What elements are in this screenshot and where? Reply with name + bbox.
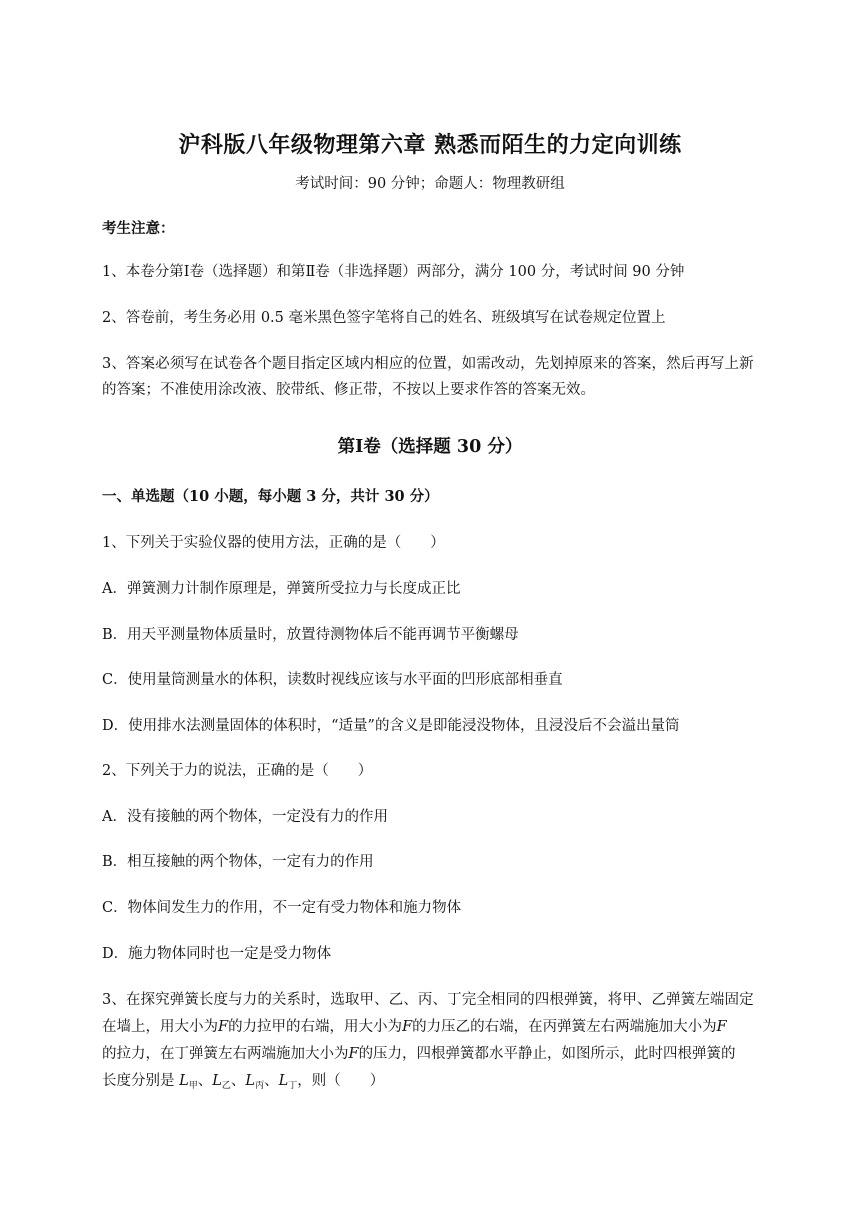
section-title: 第Ⅰ卷（选择题 30 分） (337, 437, 523, 457)
question-3-line-4: 长度分别是 $L_甲$、$L_乙$、$L_丙$、$L_丁$，则（ ） (102, 1073, 385, 1091)
page-title: 沪科版八年级物理第六章 熟悉而陌生的力定向训练 (178, 132, 682, 158)
question-1-stem: 1、下列关于实验仪器的使用方法，正确的是（ ） (102, 535, 445, 551)
part-heading: 一、单选题（10 小题，每小题 3 分，共计 30 分） (102, 488, 439, 505)
notice-item-2: 2、答卷前，考生务必用 0.5 毫米黑色签字笔将自己的姓名、班级填写在试卷规定位置上 (102, 310, 666, 326)
question-3-line-1: 3、在探究弹簧长度与力的关系时，选取甲、乙、丙、丁完全相同的四根弹簧，将甲、乙弹簧左端固定 (102, 992, 754, 1008)
question-2-option-c: C．物体间发生力的作用，不一定有受力物体和施力物体 (102, 900, 462, 916)
notice-heading: 考生注意： (102, 220, 175, 237)
notice-item-1: 1、本卷分第Ⅰ卷（选择题）和第Ⅱ卷（非选择题）两部分，满分 100 分，考试时间 90 分钟 (102, 264, 685, 280)
question-1-option-a: A．弹簧测力计制作原理是，弹簧所受拉力与长度成正比 (102, 581, 461, 597)
question-1-option-c: C．使用量筒测量水的体积，读数时视线应该与水平面的凹形底部相垂直 (102, 672, 563, 688)
notice-item-3: 3、答案必须写在试卷各个题目指定区域内相应的位置，如需改动，先划掉原来的答案，然后再写上新 (102, 356, 754, 372)
question-3-line-3: 的拉力，在丁弹簧左右两端施加大小为F的压力，四根弹簧都水平静止，如图所示，此时四根弹簧的 (102, 1046, 736, 1062)
question-2-option-b: B．相互接触的两个物体，一定有力的作用 (102, 854, 374, 870)
question-2-option-d: D．施力物体同时也一定是受力物体 (102, 946, 332, 962)
notice-item-3-cont: 的答案；不准使用涂改液、胶带纸、修正带，不按以上要求作答的答案无效。 (102, 382, 595, 398)
question-2-option-a: A．没有接触的两个物体，一定没有力的作用 (102, 809, 388, 825)
exam-info: 考试时间：90 分钟；命题人：物理教研组 (295, 176, 565, 192)
question-1-option-b: B．用天平测量物体质量时，放置待测物体后不能再调节平衡螺母 (102, 627, 519, 643)
question-3-line-2: 在墙上，用大小为F的力拉甲的右端，用大小为F的力压乙的右端，在丙弹簧左右两端施加大小为F (102, 1019, 727, 1035)
question-1-option-d: D．使用排水法测量固体的体积时，“适量”的含义是即能浸没物体，且浸没后不会溢出量筒 (102, 718, 680, 734)
question-2-stem: 2、下列关于力的说法，正确的是（ ） (102, 763, 373, 779)
